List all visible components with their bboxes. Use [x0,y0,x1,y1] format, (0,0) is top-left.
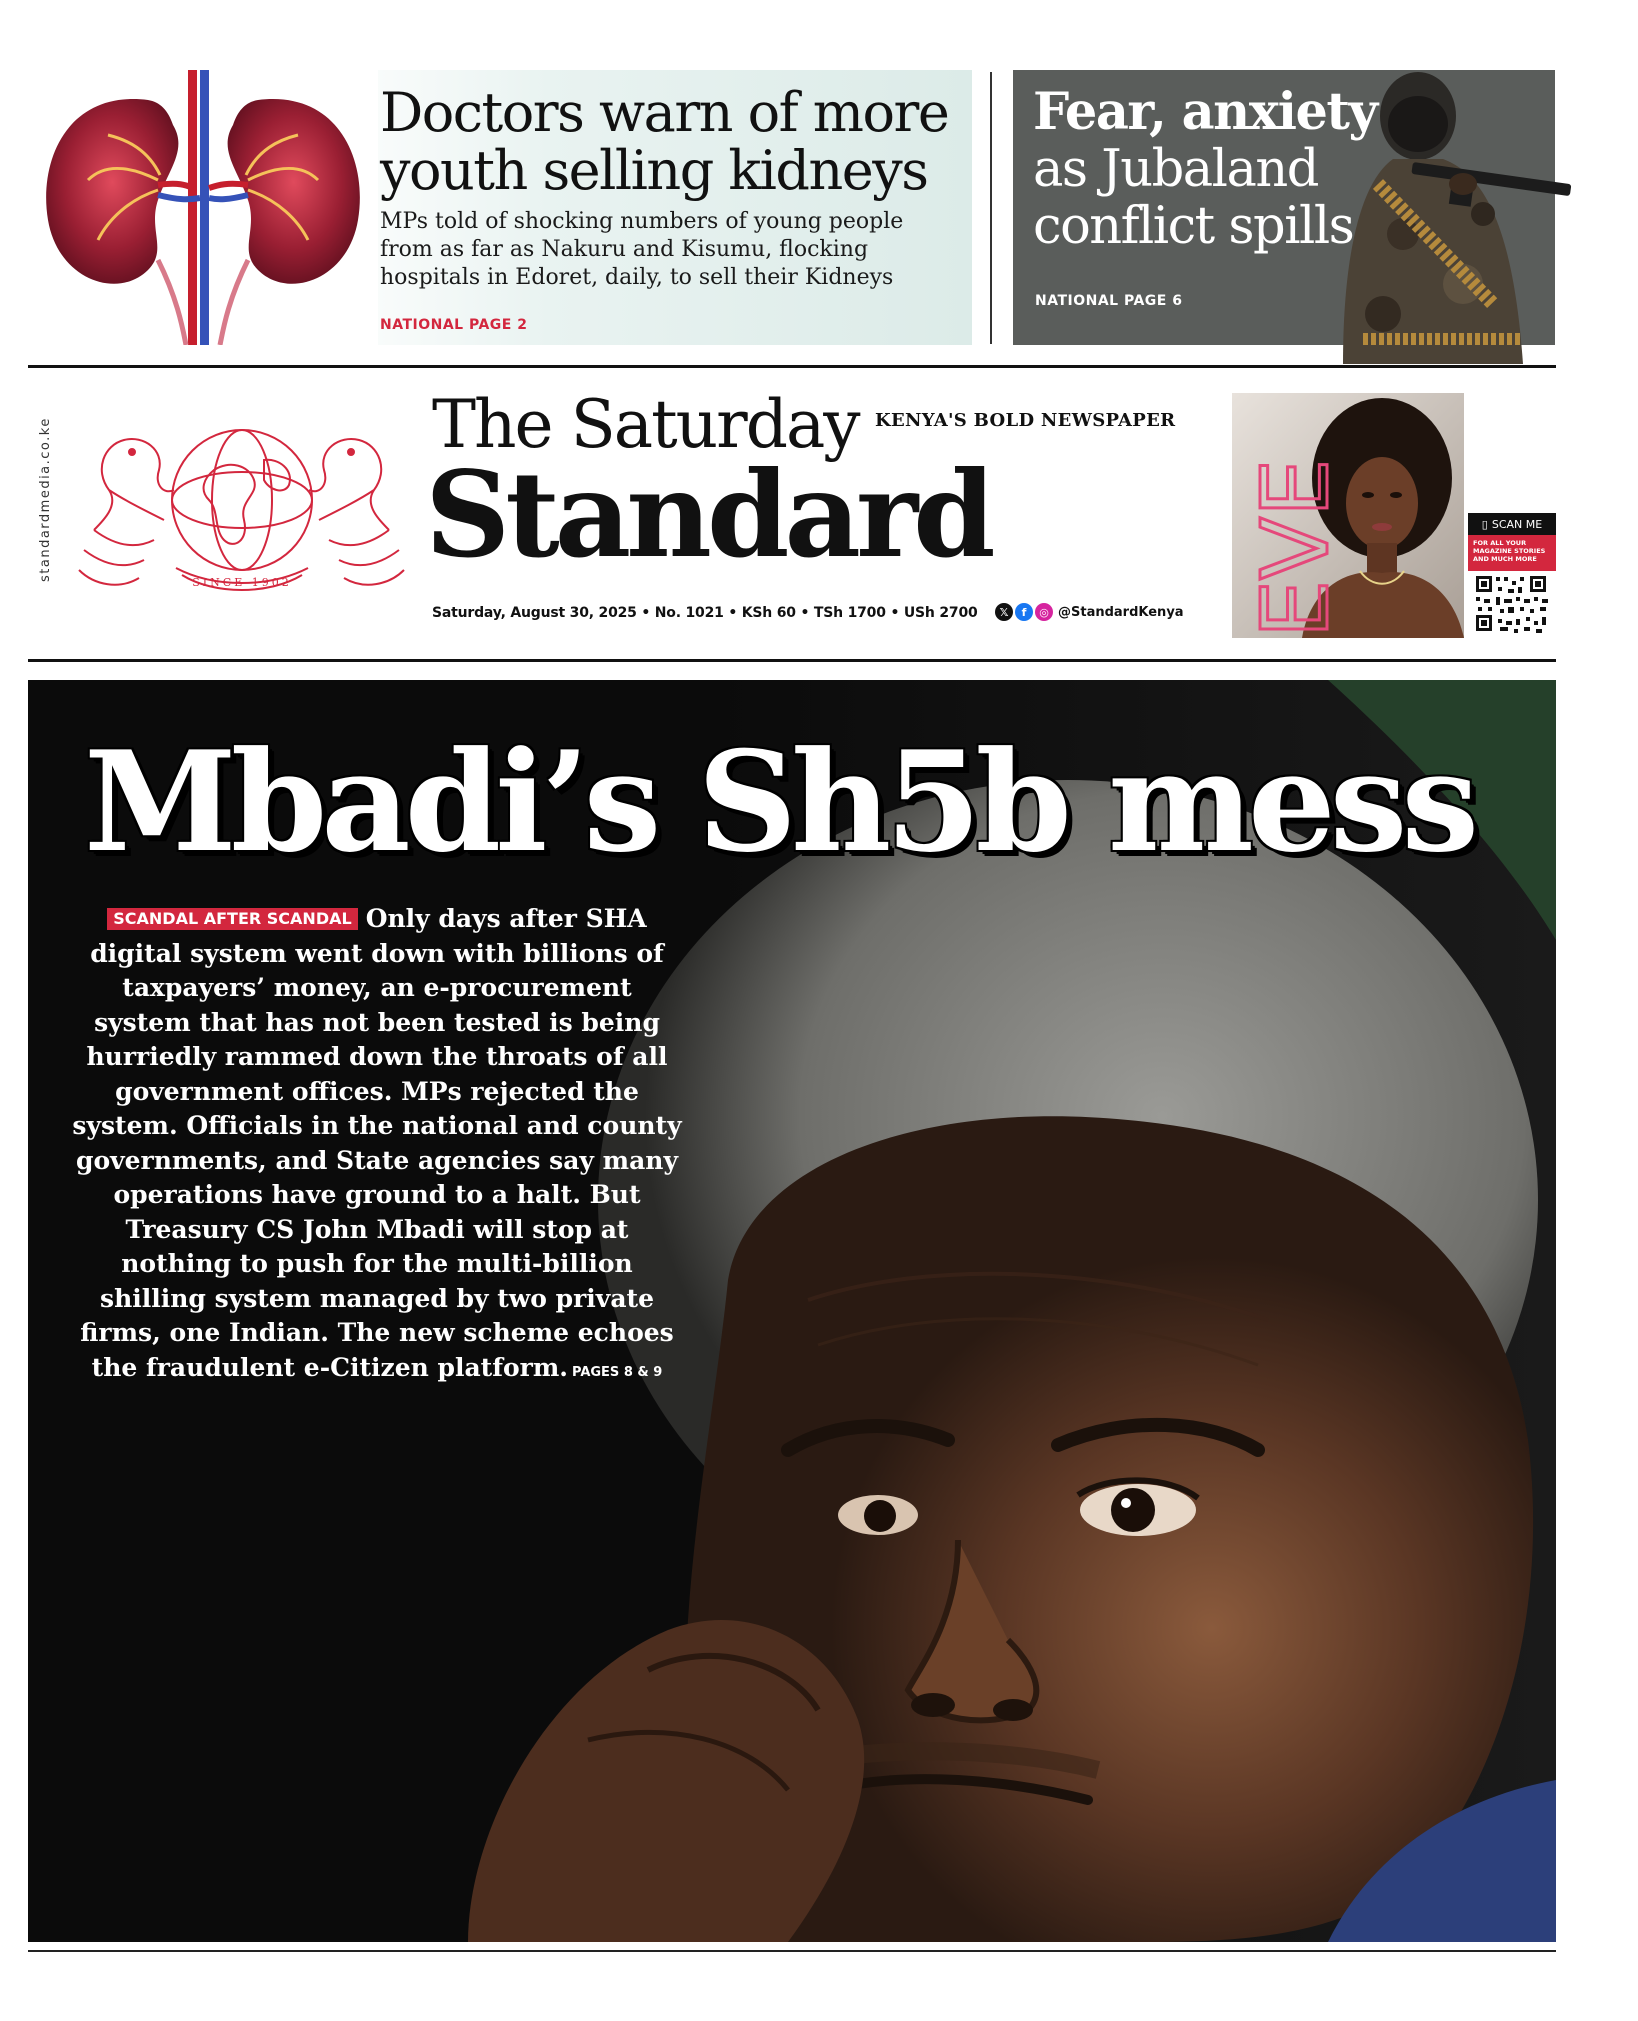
teaser-headline [1033,84,1393,255]
teaser-jubaland-story[interactable] [1013,70,1555,345]
teaser-headline [380,81,960,202]
teaser-page-ref[interactable]: NATIONAL PAGE 2 [380,317,528,333]
lead-headline: Mbadi’s Sh5b mess [84,720,1474,883]
teaser-headline-line2: as Jubaland [1033,140,1318,199]
lead-story[interactable] [28,680,1556,1942]
instagram-icon[interactable]: ◎ [1035,603,1053,621]
masthead-title: Standard [425,445,991,584]
masthead-tagline: KENYA'S BOLD NEWSPAPER [875,410,1176,431]
eve-magazine-ad[interactable] [1232,393,1560,638]
eve-promo-text: FOR ALL YOUR MAGAZINE STORIES AND MUCH MORE [1468,535,1556,571]
lead-story-body [72,902,682,1390]
lead-page-ref[interactable]: PAGES 8 & 9 [571,1364,663,1380]
social-links [995,603,1184,621]
website-url[interactable]: standardmedia.co.ke [38,417,53,583]
qr-code-icon[interactable] [1472,573,1552,635]
standard-crest-logo [64,400,419,605]
scan-me-text: SCAN ME [1491,517,1543,531]
facebook-icon[interactable]: f [1015,603,1033,621]
teaser-headline-line1: Doctors warn of more [380,81,949,144]
phone-icon: ▯ [1481,517,1488,531]
scandal-kicker-badge: SCANDAL AFTER SCANDAL [107,908,357,930]
social-handle[interactable]: @StandardKenya [1058,604,1184,620]
teaser-headline-line3: conflict spills [1033,197,1354,256]
masthead-bottom-rule [28,659,1556,662]
teaser-headline-line1: Fear, anxiety [1033,82,1377,142]
bottom-rule [28,1950,1556,1952]
kidney-illustration [28,70,378,345]
edition-dateline: Saturday, August 30, 2025 • No. 1021 • KSh 60 • TSh 1700 • USh 2700 [432,605,978,621]
top-rule [28,365,1556,368]
x-twitter-icon[interactable]: 𝕏 [995,603,1013,621]
teaser-summary: MPs told of shocking numbers of young people from as far as Nakuru and Kisumu, flocking hospitals in Edoret, daily, to sell their Kidneys [380,209,904,290]
lead-story-text: Only days after SHA digital system went down with billions of taxpayers’ money, an e-procurement system that has not been tested is being hurriedly rammed down the throats of all government offices. MPs rejected the system. Officials in the national and county governments, and State agencies say many operations have ground to a halt. But Treasury CS John Mbadi will stop at nothing to push for the multi-billion shilling system managed by two private firms, one Indian. The new scheme echoes the fraudulent e-Citizen platform. [72,904,682,1382]
eve-logo: EVE [1242,458,1349,638]
teaser-headline-line2: youth selling kidneys [380,139,928,202]
teaser-kidney-story[interactable] [28,70,972,345]
masthead-pre-title: The Saturday [432,386,859,463]
scan-me-label[interactable] [1468,513,1556,535]
crest-motto: SINCE 1902 [192,576,292,589]
teaser-divider [990,72,992,344]
teaser-page-ref[interactable]: NATIONAL PAGE 6 [1035,293,1183,309]
